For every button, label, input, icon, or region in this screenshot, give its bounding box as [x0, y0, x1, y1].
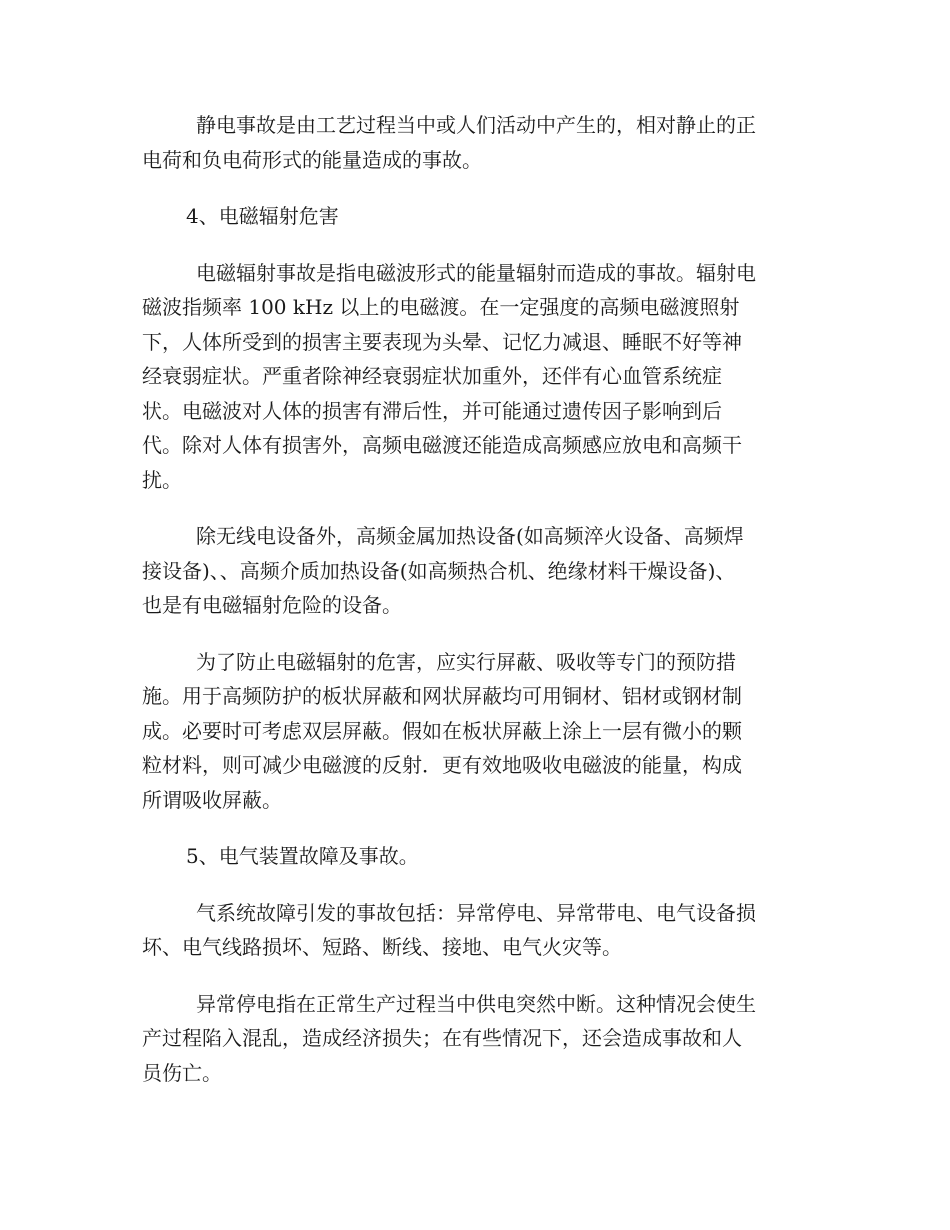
text-line: 磁波指频率 100 kHz 以上的电磁渡。在一定强度的高频电磁渡照射 — [142, 295, 740, 319]
text-line: 为了防止电磁辐射的危害，应实行屏蔽、吸收等专门的预防措 — [196, 649, 736, 674]
section-heading-4: 4、电磁辐射危害 — [186, 204, 339, 228]
text-line: 产过程陷入混乱，造成经济损失；在有些情况下，还会造成事故和人 — [142, 1026, 742, 1050]
text-line: 除无线电设备外，高频金属加热设备(如高频淬火设备、高频焊 — [196, 524, 744, 548]
text-line: 电磁辐射事故是指电磁波形式的能量辐射而造成的事故。辐射电 — [196, 260, 756, 285]
text-line: 施。用于高频防护的板状屏蔽和网状屏蔽均可用铜材、铝材或钢材制 — [142, 684, 742, 708]
text-line: 异常停电指在正常生产过程当中供电突然中断。这种情况会使生 — [196, 991, 756, 1016]
text-line: 坏、电气线路损坏、短路、断线、接地、电气火灾等。 — [142, 935, 622, 959]
text-line: 也是有电磁辐射危险的设备。 — [142, 593, 402, 617]
paragraph-system-faults — [142, 896, 810, 965]
text-line: 状。电磁波对人体的损害有滞后性，并可能通过遗传因子影响到后 — [142, 398, 722, 423]
text-line: 成。必要时可考虑双层屏蔽。假如在板状屏蔽上涂上一层有微小的颗 — [142, 718, 742, 743]
text-line: 静电事故是由工艺过程当中或人们活动中产生的，相对静止的正 — [196, 113, 756, 137]
text-line: 下，人体所受到的损害主要表现为头晕、记忆力减退、睡眠不好等神 — [142, 329, 742, 354]
paragraph-shielding — [142, 645, 810, 818]
text-line: 员伤亡。 — [142, 1060, 222, 1085]
text-line: 扰。 — [142, 467, 182, 492]
section-heading-5: 5、电气装置故障及事故。 — [186, 844, 419, 868]
text-line: 经衰弱症状。严重者除神经衰弱症状加重外，还伴有心血管系统症 — [142, 364, 722, 388]
paragraph-power-outage — [142, 987, 810, 1091]
document-body — [142, 108, 810, 1112]
text-line: 气系统故障引发的事故包括：异常停电、异常带电、电气设备损 — [196, 900, 756, 925]
paragraph-em-radiation — [142, 256, 810, 498]
text-line: 所谓吸收屏蔽。 — [142, 787, 282, 812]
text-line: 粒材料，则可减少电磁渡的反射．更有效地吸收电磁波的能量，构成 — [142, 753, 742, 777]
text-line: 代。除对人体有损害外，高频电磁渡还能造成高频感应放电和高频干 — [142, 433, 742, 457]
paragraph-static-electricity — [142, 108, 810, 177]
paragraph-hf-equipment — [142, 519, 810, 623]
text-line: 接设备)、、高频介质加热设备(如高频热合机、绝缘材料干燥设备)、 — [142, 558, 736, 583]
text-line: 电荷和负电荷形式的能量造成的事故。 — [142, 147, 482, 172]
